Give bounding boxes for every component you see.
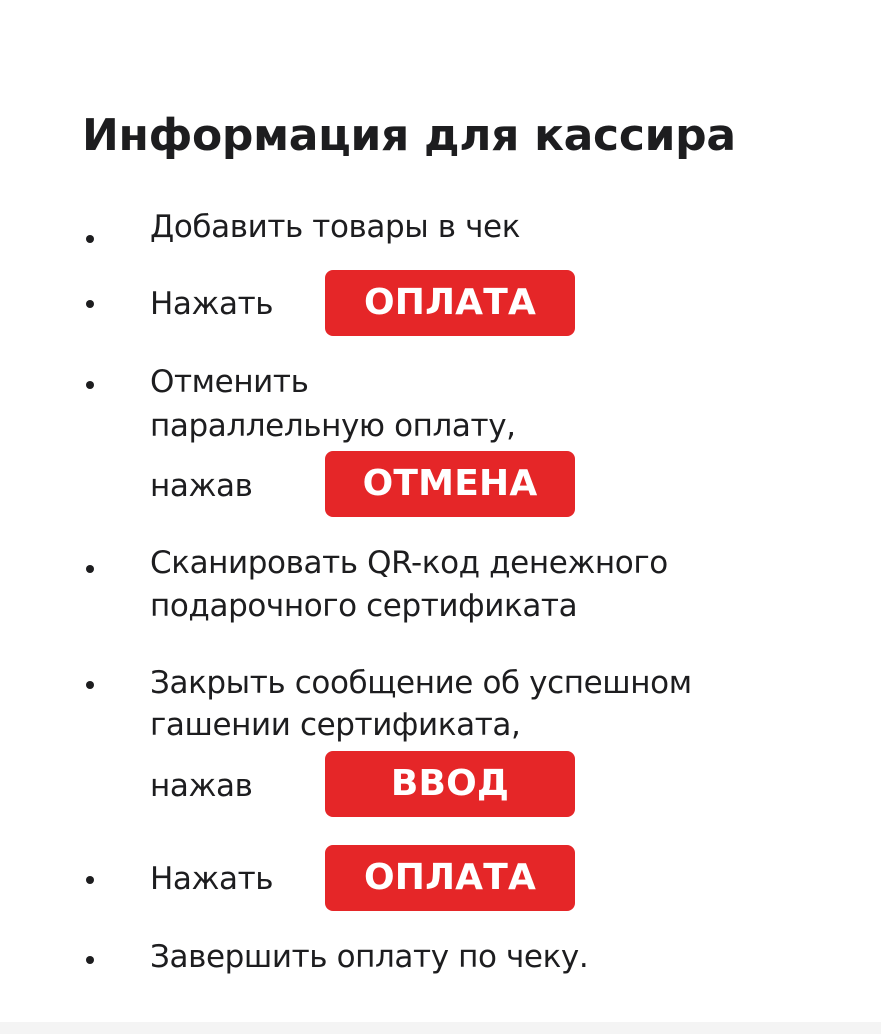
pay-key-badge: ОПЛАТА	[325, 270, 575, 336]
bullet-icon	[86, 565, 94, 573]
step-5-text-line-1: Закрыть сообщение об успешном	[150, 665, 692, 701]
bullet-icon	[86, 876, 94, 884]
step-4-text-line-1: Сканировать QR-код денежного	[150, 545, 668, 581]
page-title: Информация для кассира	[82, 110, 736, 161]
step-5-text-line-2: гашении сертификата,	[150, 707, 521, 743]
bullet-icon	[86, 300, 94, 308]
step-3-text-line-1: Отменить	[150, 364, 309, 400]
step-3-text-line-3: нажав	[150, 468, 253, 504]
bullet-icon	[86, 381, 94, 389]
bottom-band	[0, 1022, 881, 1034]
step-1-text: Добавить товары в чек	[150, 209, 521, 245]
step-4-text-line-2: подарочного сертификата	[150, 588, 578, 624]
enter-key-badge: ВВОД	[325, 751, 575, 817]
step-2-text: Нажать	[150, 286, 274, 322]
bullet-icon	[86, 681, 94, 689]
pay-key-badge: ОПЛАТА	[325, 845, 575, 911]
step-3-text-line-2: параллельную оплату,	[150, 408, 516, 444]
bullet-icon	[86, 956, 94, 964]
step-7-text: Завершить оплату по чеку.	[150, 939, 589, 975]
cancel-key-badge: ОТМЕНА	[325, 451, 575, 517]
bullet-icon	[86, 235, 94, 243]
step-5-text-line-3: нажав	[150, 768, 253, 804]
step-6-text: Нажать	[150, 861, 274, 897]
